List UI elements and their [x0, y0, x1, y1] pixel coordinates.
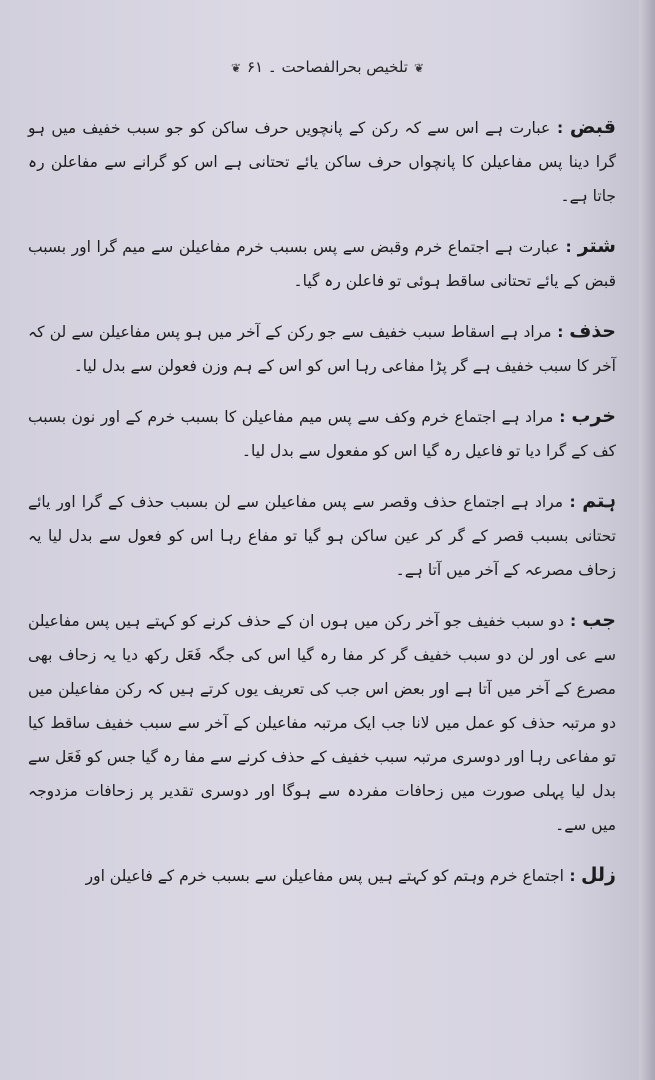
definition-text: دو سبب خفیف جو آخر رکن میں ہوں ان کے حذف کرنے کو کہتے ہیں پس مفاعیلن سے عی اور لن دو سبب خفیف گر کر مفا رہ گیا اس کی جگہ فَعَل رکھ دیا یہ زحاف بھی مصرع کے آخر میں آتا ہے اور بعض اس جب کی تعریف یوں کرتے ہیں کہ رکن مفاعیلن میں دو مرتبہ حذف کو عمل میں لانا جب ایک مرتبہ مفاعیلن کے آخر سے سبب خفیف ساقط کیا تو مفاعی رہا اور دوسری مرتبہ سبب خفیف کے حذف کرنے سے مفا رہ گیا جس کو فَعَل سے بدل لیا پہلی صورت میں زحافات مفردہ سے ہوگا اور دوسری تقدیر پر زحافات مزدوجہ میں سے۔: [28, 612, 616, 834]
term-heading: شتر: [577, 235, 616, 257]
definition-text: عبارت ہے اجتماع خرم وقبض سے پس بسبب خرم مفاعیلن سے میم گرا اور بسبب قبض کے یائے تحتانی ساقط ہوئی تو فاعلن رہ گیا۔: [28, 238, 616, 290]
header-title: تلخیص بحرالفصاحت ۔ ۶۱: [247, 58, 408, 76]
definition-text: مراد ہے اسقاط سبب خفیف سے جو رکن کے آخر میں ہو پس مفاعیلن سے لن کہ آخر کا سبب خفیف ہے گر پڑا مفاعی رہا اس کو اس کے ہم وزن فعولن سے بدل لیا۔: [28, 323, 616, 375]
term-heading: ہتم: [582, 490, 616, 512]
term-heading: زلل: [580, 864, 616, 886]
definition-text: مراد ہے اجتماع خرم وکف سے پس میم مفاعیلن کا بسبب خرم کے اور نون بسبب کف کے گرا دیا تو فاعیل رہ گیا اس کو مفعول سے بدل لیا۔: [28, 408, 616, 460]
running-header: [0, 58, 655, 76]
term-heading: حذف: [569, 320, 616, 342]
definition-hazf: حذف : مراد ہے اسقاط سبب خفیف سے جو رکن کے آخر میں ہو پس مفاعیلن سے لن کہ آخر کا سبب خفیف ہے گر پڑا مفاعی رہا اس کو اس کے ہم وزن فعولن سے بدل لیا۔: [28, 320, 616, 375]
definition-text: اجتماع خرم وہتم کو کہتے ہیں پس مفاعیلن سے بسبب خرم کے فاعیلن اور: [85, 867, 564, 885]
term-heading: قبض: [569, 116, 616, 138]
definition-shatar: شتر : عبارت ہے اجتماع خرم وقبض سے پس بسبب خرم مفاعیلن سے میم گرا اور بسبب قبض کے یائے تحتانی ساقط ہوئی تو فاعلن رہ گیا۔: [28, 235, 616, 290]
definition-text: مراد ہے اجتماع حذف وقصر سے پس مفاعیلن سے لن بسبب حذف کے گرا اور یائے تحتانی بسبب قصر کے گر کر عین ساکن ہو گیا تو مفاع رہا اس کو فعول سے بدل لیا یہ زحاف مصرعہ کے آخر میں آتا ہے۔: [28, 493, 616, 579]
term-heading: جب: [582, 609, 616, 631]
definition-text: عبارت ہے اس سے کہ رکن کے پانچویں حرف ساکن کو جو سبب خفیف میں ہو گرا دینا پس مفاعیلن کا پانچواں حرف ساکن یائے تحتانی ہے اس کو گرانے سے مفاعلن رہ جاتا ہے۔: [28, 119, 616, 205]
definition-zalal: زلل : اجتماع خرم وہتم کو کہتے ہیں پس مفاعیلن سے بسبب خرم کے فاعیلن اور: [85, 864, 616, 886]
page-body: [28, 110, 616, 909]
header-ornament-left: ❦: [230, 61, 241, 75]
definition-hatm: ہتم : مراد ہے اجتماع حذف وقصر سے پس مفاعیلن سے لن بسبب حذف کے گرا اور یائے تحتانی بسبب قصر کے گر کر عین ساکن ہو گیا تو مفاع رہا اس کو فعول سے بدل لیا یہ زحاف مصرعہ کے آخر میں آتا ہے۔: [28, 490, 616, 579]
definition-qabz: قبض : عبارت ہے اس سے کہ رکن کے پانچویں حرف ساکن کو جو سبب خفیف میں ہو گرا دینا پس مفاعیلن کا پانچواں حرف ساکن یائے تحتانی ہے اس کو گرانے سے مفاعلن رہ جاتا ہے۔: [28, 116, 616, 205]
header-ornament-right: ❦: [413, 61, 425, 75]
definition-kharb: خرب : مراد ہے اجتماع خرم وکف سے پس میم مفاعیلن کا بسبب خرم کے اور نون بسبب کف کے گرا دیا تو فاعیل رہ گیا اس کو مفعول سے بدل لیا۔: [28, 405, 616, 460]
definition-jab: جب : دو سبب خفیف جو آخر رکن میں ہوں ان کے حذف کرنے کو کہتے ہیں پس مفاعیلن سے عی اور لن دو سبب خفیف گر کر مفا رہ گیا اس کی جگہ فَعَل رکھ دیا یہ زحاف بھی مصرع کے آخر میں آتا ہے اور بعض اس جب کی تعریف یوں کرتے ہیں کہ رکن مفاعیلن میں دو مرتبہ حذف کو عمل میں لانا جب ایک مرتبہ مفاعیلن کے آخر سے سبب خفیف ساقط کیا تو مفاعی رہا اور دوسری مرتبہ سبب خفیف کے حذف کرنے سے مفا رہ گیا جس کو فَعَل سے بدل لیا پہلی صورت میں زحافات مفردہ سے ہوگا اور دوسری تقدیر پر زحافات مزدوجہ میں سے۔: [28, 609, 616, 834]
term-heading: خرب: [571, 405, 616, 427]
page-spine-shadow: [639, 0, 655, 1080]
